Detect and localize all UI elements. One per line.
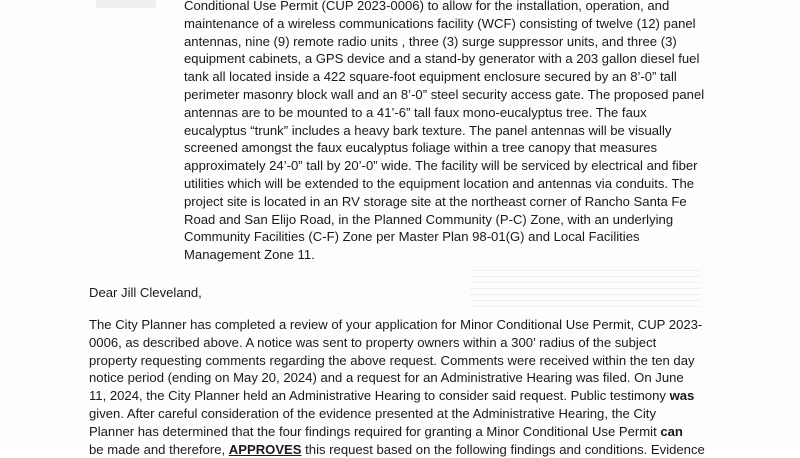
project-description: [184, 0, 704, 264]
emphasis-can: can: [660, 423, 683, 439]
description-line: maintenance of a wireless communications facility (WCF) consisting of twelve (12) panel: [184, 15, 696, 31]
description-line: Road and San Elijo Road, in the Planned Community (P-C) Zone, with an underlying: [184, 211, 674, 227]
description-line: antennas, nine (9) remote radio units , three (3) surge suppressor units, and three (3): [184, 33, 677, 49]
body-text: 11, 2024, the City Planner held an Administrative Hearing to consider said request. Public testimony: [89, 388, 666, 404]
description-line: Community Facilities (C-F) Zone per Master Plan 98-01(G) and Local Facilities: [184, 229, 640, 245]
description-line: Conditional Use Permit (CUP 2023-0006) to allow for the installation, operation, and: [184, 0, 670, 13]
emphasis-approves: APPROVES: [228, 441, 302, 457]
body-line: property requesting comments regarding the above request. Comments were received within the ten day: [89, 352, 695, 368]
description-line: equipment cabinets, a GPS device and a stand-by generator with a 203 gallon diesel fuel: [184, 51, 700, 67]
emphasis-was: was: [669, 388, 695, 404]
body-line: given. After careful consideration of the evidence presented at the Administrative Hearing, the City: [89, 405, 656, 421]
description-line: project site is located in an RV storage site at the northeast corner of Rancho Santa Fe: [184, 193, 687, 209]
salutation: Dear Jill Cleveland,: [89, 285, 202, 300]
body-text: Planner has determined that the four findings required for granting a Minor Conditional Use Permit: [89, 423, 657, 439]
description-line: Management Zone 11.: [184, 247, 315, 263]
body-text: this request based on the following findings and conditions. Evidence: [305, 441, 705, 457]
body-line: [89, 423, 709, 441]
body-line: 0006, as described above. A notice was sent to property owners within a 300’ radius of the subject: [89, 334, 657, 350]
scan-artifact: [96, 0, 156, 8]
body-line: [89, 441, 709, 458]
description-line: tank all located inside a 422 square-foot equipment enclosure secured by an 8’-0” tall: [184, 69, 677, 85]
description-line: utilities which will be extended to the equipment location and antennas via conduits. The: [184, 175, 695, 191]
description-line: screened amongst the faux eucalyptus foliage within a tree canopy that measures: [184, 140, 658, 156]
body-line: [89, 387, 709, 405]
description-line: antennas are to be mounted to a 41’-6” tall faux mono-eucalyptus tree. The faux: [184, 104, 647, 120]
description-line: eucalyptus “trunk” includes a heavy bark texture. The panel antennas will be visually: [184, 122, 672, 138]
body-line: notice period (ending on May 20, 2024) and a request for an Administrative Hearing was filed. On June: [89, 370, 684, 386]
body-text: be made and therefore,: [89, 441, 226, 457]
body-paragraph: [89, 316, 709, 458]
description-line: perimeter masonry block wall and an 8’-0” steel security access gate. The proposed panel: [184, 86, 705, 102]
bleed-through-text: [470, 270, 700, 310]
body-line: The City Planner has completed a review of your application for Minor Conditional Use Permit, CUP 2023-: [89, 317, 703, 332]
description-line: approximately 24’-0” tall by 20’-0” wide. The facility will be serviced by electrical and fiber: [184, 158, 698, 174]
